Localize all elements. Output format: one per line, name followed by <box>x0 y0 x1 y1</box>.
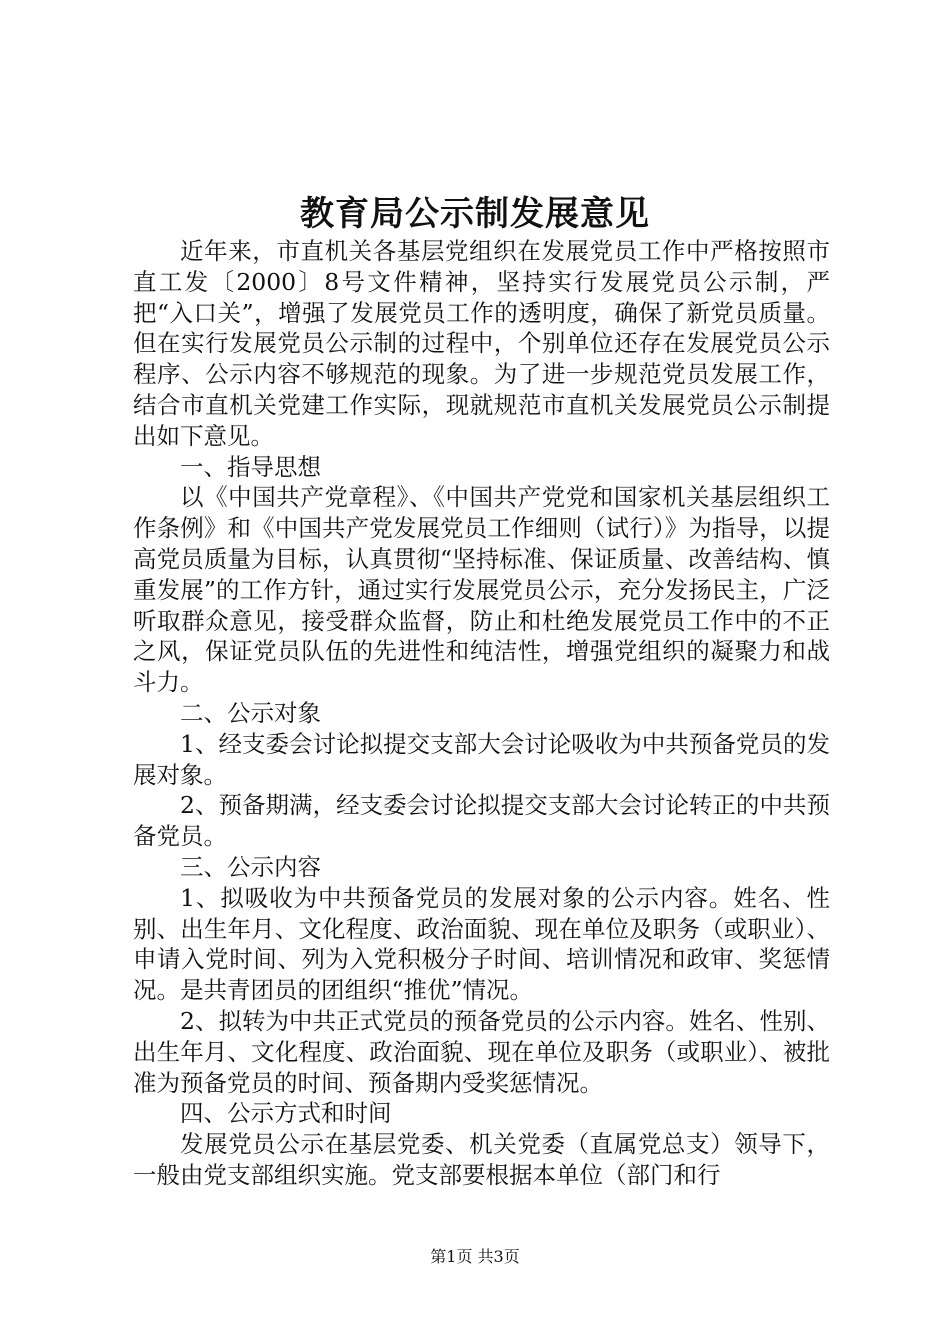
paragraph-guiding-thought: 以《中国共产党章程》、《中国共产党党和国家机关基层组织工作条例》和《中国共产党发展党员工作细则（试行）》为指导，以提高党员质量为目标，认真贯彻“坚持标准、保证质量、改善结构、慎重发展”的工作方针，通过实行发展党员公示，充分发扬民主，广泛听取群众意见，接受群众监督，防止和杜绝发展党员工作中的不正之风，保证党员队伍的先进性和纯洁性，增强党组织的凝聚力和战斗力。 <box>133 483 830 697</box>
paragraph-content-1: 1、拟吸收为中共预备党员的发展对象的公示内容。姓名、性别、出生年月、文化程度、政治面貌、现在单位及职务（或职业）、申请入党时间、列为入党积极分子时间、培训情况和政审、奖惩情况。是共青团员的团组织“推优”情况。 <box>133 883 830 1005</box>
paragraph-object-2: 2、预备期满，经支委会讨论拟提交支部大会讨论转正的中共预备党员。 <box>133 791 830 851</box>
document-title: 教育局公示制发展意见 <box>300 194 650 234</box>
paragraph-object-1: 1、经支委会讨论拟提交支部大会讨论吸收为中共预备党员的发展对象。 <box>133 729 830 789</box>
document-body <box>133 236 830 1191</box>
section-heading-4: 四、公示方式和时间 <box>180 1099 392 1128</box>
page-footer: 第1页 共3页 <box>430 1247 520 1266</box>
paragraph-method: 发展党员公示在基层党委、机关党委（直属党总支）领导下，一般由党支部组织实施。党支部要根据本单位（部门和行 <box>133 1130 830 1189</box>
paragraph-intro: 近年来，市直机关各基层党组织在发展党员工作中严格按照市直工发〔2000〕8号文件精神，坚持实行发展党员公示制，严把“入口关”，增强了发展党员工作的透明度，确保了新党员质量。但在实行发展党员公示制的过程中，个别单位还存在发展党员公示程序、公示内容不够规范的现象。为了进一步规范党员发展工作，结合市直机关党建工作实际，现就规范市直机关发展党员公示制提出如下意见。 <box>133 237 830 450</box>
section-heading-2: 二、公示对象 <box>180 698 321 727</box>
section-heading-3: 三、公示内容 <box>180 852 321 881</box>
paragraph-content-2: 2、拟转为中共正式党员的预备党员的公示内容。姓名、性别、出生年月、文化程度、政治面貌、现在单位及职务（或职业）、被批准为预备党员的时间、预备期内受奖惩情况。 <box>133 1006 830 1097</box>
section-heading-1: 一、指导思想 <box>180 452 321 481</box>
